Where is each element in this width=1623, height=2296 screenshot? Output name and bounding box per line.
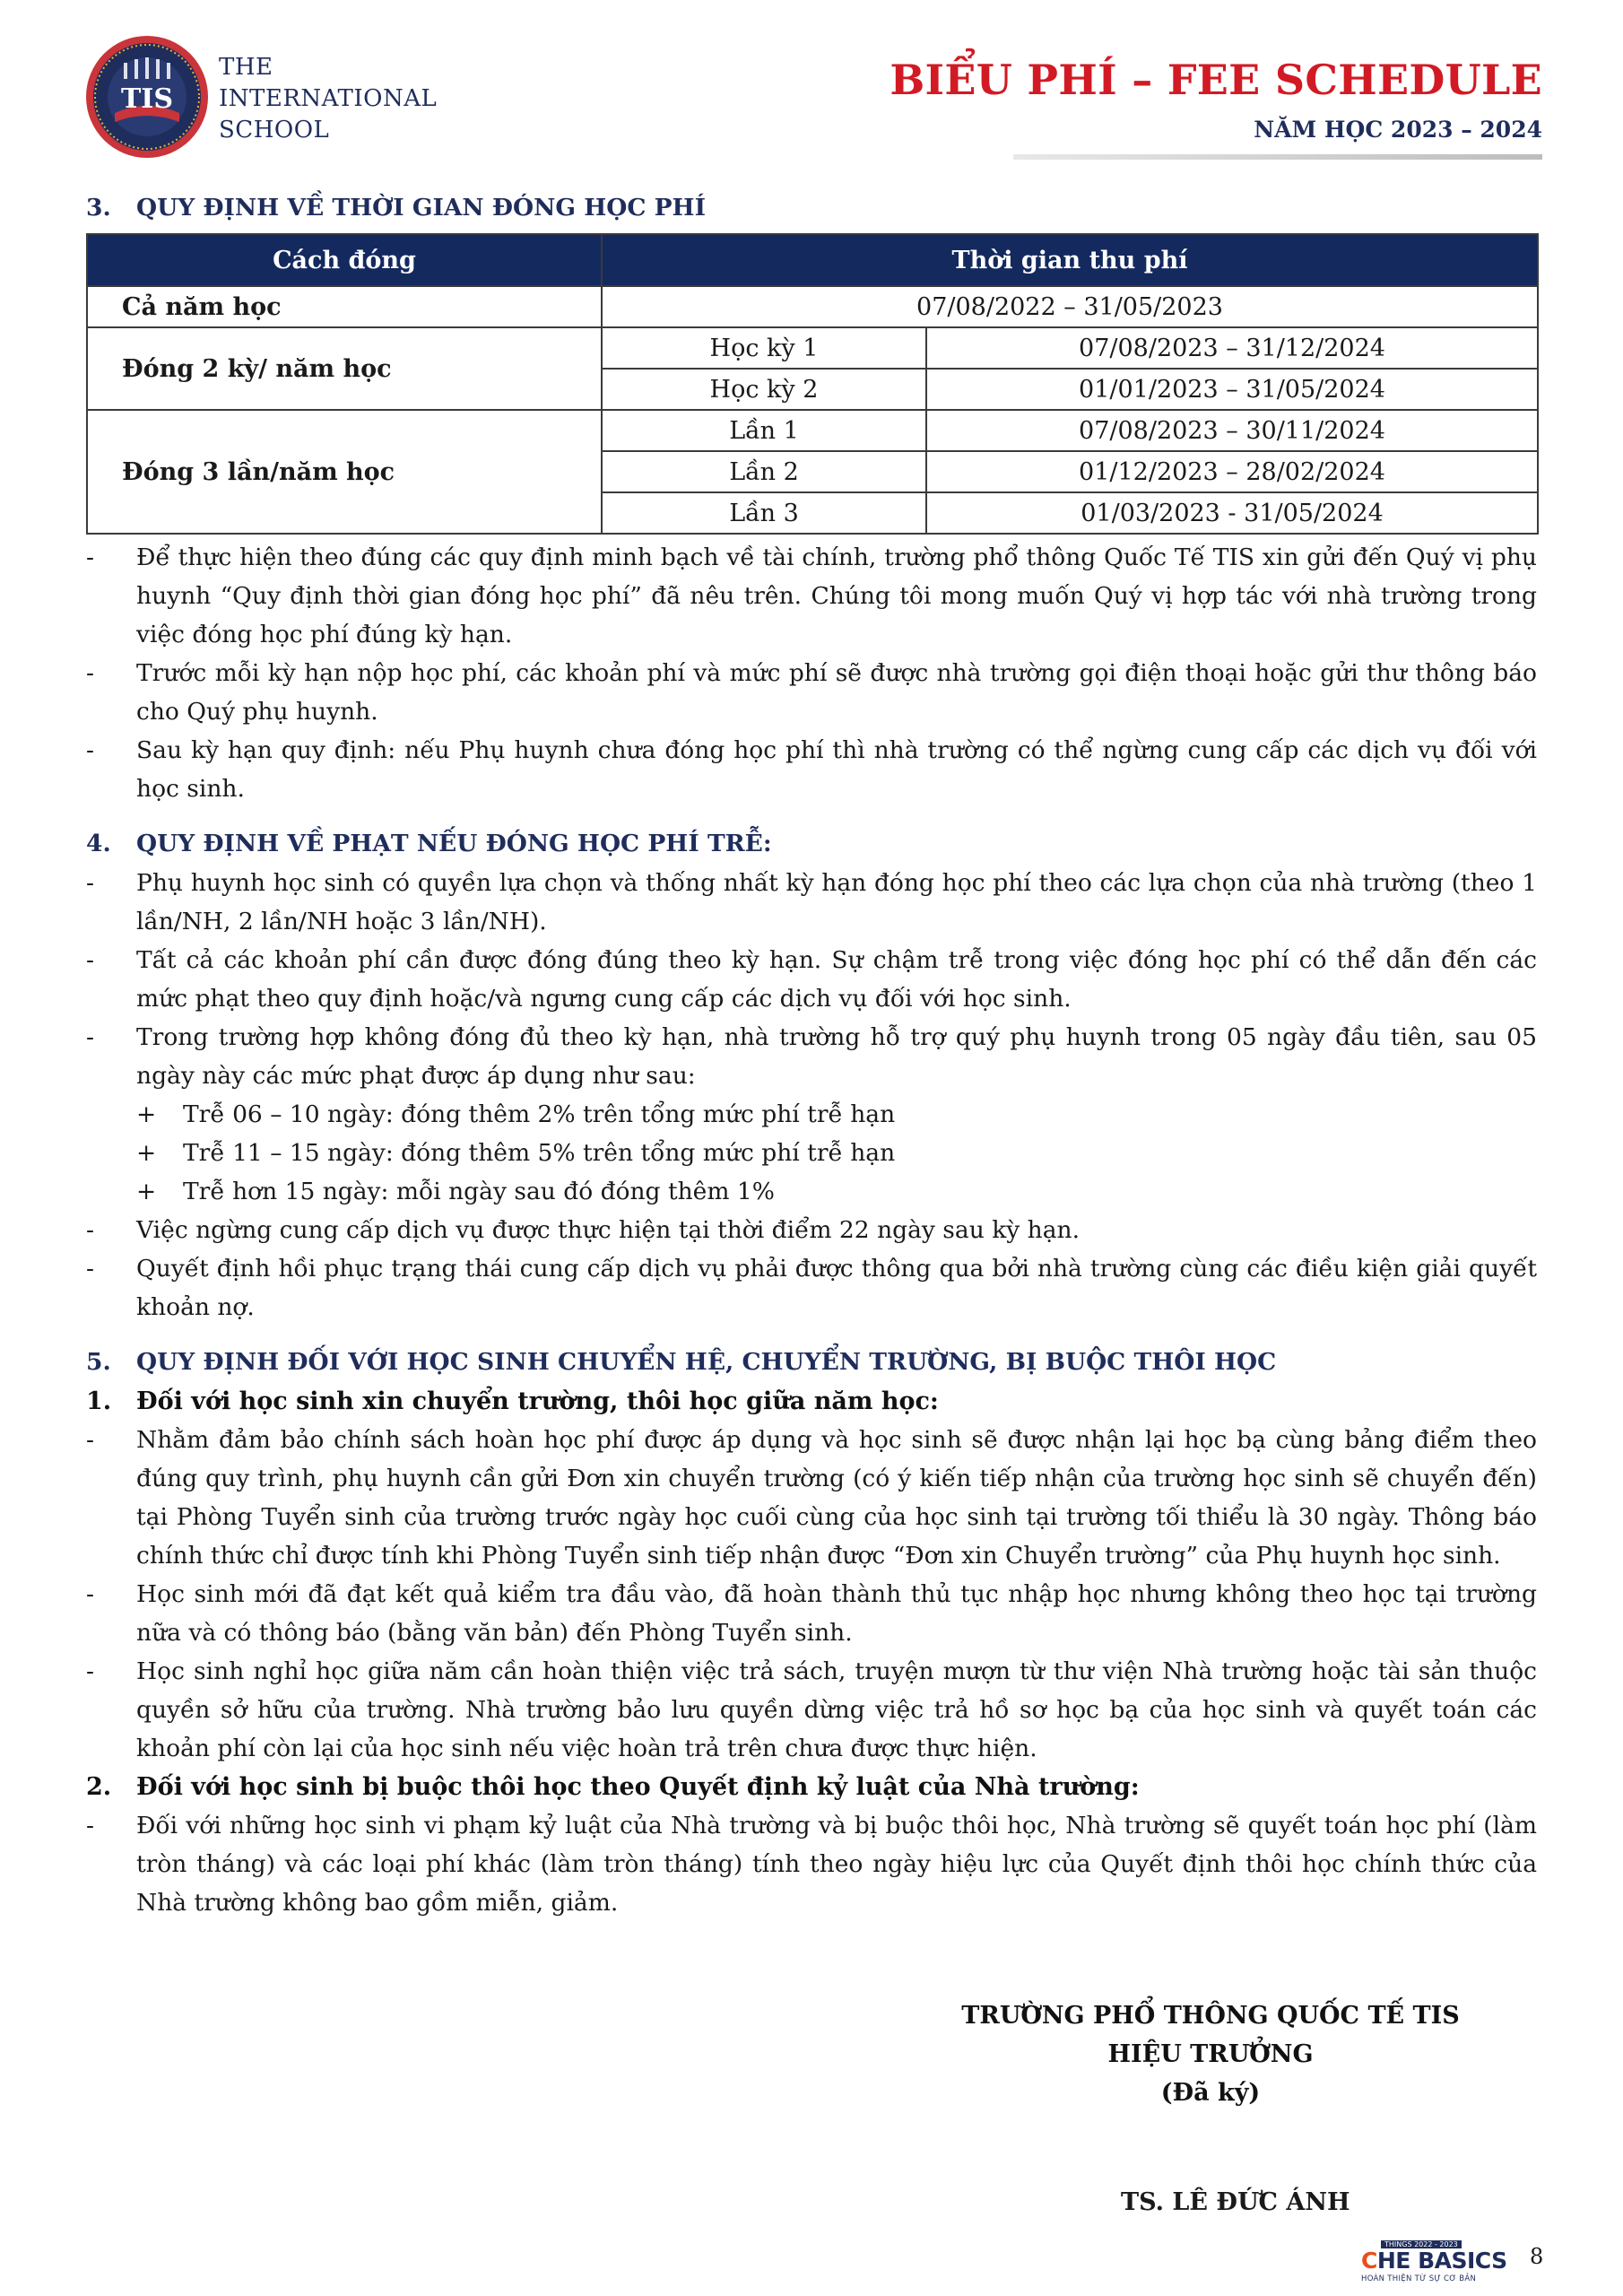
- subsection-number: 2.: [86, 1773, 112, 1801]
- term-cell: Lần 3: [602, 492, 926, 534]
- section-3-heading: [86, 188, 1537, 228]
- bullet-mark: -: [86, 1426, 94, 1454]
- signer-name: TS. LÊ ĐỨC ÁNH: [1121, 2188, 1350, 2216]
- bullet-mark: -: [86, 1657, 94, 1685]
- penalty-list: [86, 1095, 1537, 1211]
- list-item: [86, 654, 1537, 731]
- list-item-text: Phụ huynh học sinh có quyền lựa chọn và thống nhất kỳ hạn đóng học phí theo các lựa chọn của nhà trường (theo 1 lần/NH, 2 lần/NH hoặc 3 lần/NH).: [136, 869, 1537, 935]
- period-cell: 07/08/2022 – 31/05/2023: [602, 286, 1538, 327]
- section-number: 5.: [86, 1348, 111, 1376]
- list-item: [86, 864, 1537, 941]
- section-4-rules-cont: [86, 1211, 1537, 1326]
- section-title: QUY ĐỊNH VỀ PHẠT NẾU ĐÓNG HỌC PHÍ TRỄ:: [136, 830, 772, 857]
- footer-logo-word: HE BASICS: [1376, 2248, 1507, 2274]
- penalty-text: Trễ hơn 15 ngày: mỗi ngày sau đó đóng thêm 1%: [183, 1178, 775, 1205]
- footer-logo-badge: THINGS 2022 - 2023: [1381, 2240, 1462, 2248]
- plus-mark: +: [136, 1178, 157, 1205]
- period-cell: 07/08/2023 – 31/12/2024: [926, 327, 1538, 369]
- page-number: 8: [1530, 2244, 1544, 2269]
- list-item-text: Sau kỳ hạn quy định: nếu Phụ huynh chưa đóng học phí thì nhà trường có thể ngừng cung cấp các dịch vụ đối với học sinh.: [136, 736, 1537, 803]
- list-item: [86, 1211, 1537, 1249]
- penalty-text: Trễ 11 – 15 ngày: đóng thêm 5% trên tổng mức phí trễ hạn: [183, 1139, 896, 1167]
- svg-text:TIS: TIS: [120, 83, 174, 115]
- list-item: [86, 1652, 1537, 1768]
- method-cell: Đóng 2 kỳ/ năm học: [87, 327, 602, 410]
- period-cell: 01/03/2023 - 31/05/2024: [926, 492, 1538, 534]
- list-item-text: Nhằm đảm bảo chính sách hoàn học phí được áp dụng và học sinh sẽ được nhận lại học bạ cùng bảng điểm theo đúng quy trình, phụ huynh cần gửi Đơn xin chuyển trường (có ý kiến tiếp nhận của trường học sinh sẽ chuyển đến) tại Phòng Tuyển sinh của trường trước ngày học cuối cùng của học sinh tại trường tối thiểu là 30 ngày. Thông báo chính thức chỉ được tính khi Phòng Tuyển sinh tiếp nhận được “Đơn xin Chuyển trường” của Phụ huynh học sinh.: [136, 1426, 1537, 1570]
- bullet-mark: -: [86, 659, 94, 687]
- subsection-1-heading: [86, 1382, 1537, 1421]
- list-item: [86, 538, 1537, 654]
- list-item: [86, 1806, 1537, 1922]
- footer-logo-tagline: HOÀN THIỆN TỪ SỰ CƠ BẢN: [1361, 2274, 1477, 2283]
- school-name-line: SCHOOL: [219, 117, 330, 144]
- penalty-text: Trễ 06 – 10 ngày: đóng thêm 2% trên tổng mức phí trễ hạn: [183, 1100, 896, 1128]
- bullet-mark: -: [86, 1216, 94, 1244]
- section-number: 3.: [86, 194, 111, 222]
- list-item: [86, 1018, 1537, 1095]
- school-year: NĂM HỌC 2023 – 2024: [1254, 117, 1542, 143]
- column-header-period: Thời gian thu phí: [602, 234, 1538, 286]
- footer-logo-initial: C: [1361, 2248, 1377, 2274]
- signature-org: TRƯỜNG PHỔ THÔNG QUỐC TẾ TIS: [961, 2002, 1460, 2030]
- period-cell: 01/12/2023 – 28/02/2024: [926, 451, 1538, 492]
- period-cell: 01/01/2023 – 31/05/2024: [926, 369, 1538, 410]
- section-title: QUY ĐỊNH VỀ THỜI GIAN ĐÓNG HỌC PHÍ: [136, 194, 706, 222]
- penalty-item: [86, 1172, 1537, 1211]
- list-item: [86, 941, 1537, 1018]
- subsection-number: 1.: [86, 1387, 112, 1415]
- list-item-text: Học sinh nghỉ học giữa năm cần hoàn thiện việc trả sách, truyện mượn từ thư viện Nhà trường hoặc tài sản thuộc quyền sở hữu của trường. Nhà trường bảo lưu quyền dừng việc trả hồ sơ học bạ của học sinh và quyết toán các khoản phí còn lại của học sinh nếu việc hoàn trả trên chưa được thực hiện.: [136, 1657, 1537, 1762]
- section-3-notes: [86, 538, 1537, 808]
- section-4-rules: [86, 864, 1537, 1095]
- plus-mark: +: [136, 1139, 157, 1167]
- bullet-mark: -: [86, 1023, 94, 1051]
- signature-block: [897, 1996, 1524, 2112]
- list-item-text: Để thực hiện theo đúng các quy định minh bạch về tài chính, trường phổ thông Quốc Tế TIS xin gửi đến Quý vị phụ huynh “Quy định thời gian đóng học phí” đã nêu trên. Chúng tôi mong muốn Quý vị hợp tác với nhà trường trong việc đóng học phí đúng kỳ hạn.: [136, 544, 1537, 648]
- subsection-2-rules: [86, 1806, 1537, 1922]
- school-seal-icon: [84, 34, 210, 160]
- document-body: [86, 188, 1537, 1922]
- term-cell: Lần 2: [602, 451, 926, 492]
- table-row: [87, 410, 1538, 451]
- section-4-heading: [86, 824, 1537, 864]
- list-item-text: Tất cả các khoản phí cần được đóng đúng theo kỳ hạn. Sự chậm trễ trong việc đóng học phí có thể dẫn đến các mức phạt theo quy định hoặc/và ngưng cung cấp các dịch vụ đối với học sinh.: [136, 946, 1537, 1013]
- table-header-row: [87, 234, 1538, 286]
- list-item-text: Trong trường hợp không đóng đủ theo kỳ hạn, nhà trường hỗ trợ quý phụ huynh trong 05 ngày đầu tiên, sau 05 ngày này các mức phạt được áp dụng như sau:: [136, 1023, 1537, 1090]
- list-item-text: Việc ngừng cung cấp dịch vụ được thực hiện tại thời điểm 22 ngày sau kỳ hạn.: [136, 1216, 1081, 1244]
- period-cell: 07/08/2023 – 30/11/2024: [926, 410, 1538, 451]
- table-row: [87, 327, 1538, 369]
- method-cell: Cả năm học: [87, 286, 602, 327]
- school-name-line: INTERNATIONAL: [219, 85, 438, 112]
- signature-role: HIỆU TRƯỞNG: [1107, 2040, 1314, 2068]
- list-item-text: Quyết định hồi phục trạng thái cung cấp dịch vụ phải được thông qua bởi nhà trường cùng các điều kiện giải quyết khoản nợ.: [136, 1255, 1537, 1321]
- penalty-item: [86, 1134, 1537, 1172]
- the-basics-logo: [1361, 2240, 1514, 2283]
- section-5-heading: [86, 1343, 1537, 1382]
- bullet-mark: -: [86, 946, 94, 974]
- penalty-item: [86, 1095, 1537, 1134]
- term-cell: Học kỳ 2: [602, 369, 926, 410]
- bullet-mark: -: [86, 1812, 94, 1839]
- subsection-1-rules: [86, 1421, 1537, 1768]
- school-logo: [84, 34, 443, 169]
- column-header-method: Cách đóng: [87, 234, 602, 286]
- list-item: [86, 1421, 1537, 1575]
- bullet-mark: -: [86, 1255, 94, 1283]
- list-item-text: Đối với những học sinh vi phạm kỷ luật của Nhà trường và bị buộc thôi học, Nhà trường sẽ quyết toán học phí (làm tròn tháng) và các loại phí khác (làm tròn tháng) tính theo ngày hiệu lực của Quyết định thôi học chính thức của Nhà trường không bao gồm miễn, giảm.: [136, 1812, 1537, 1917]
- payment-schedule-table: [86, 233, 1539, 535]
- signature-status: (Đã ký): [1160, 2079, 1261, 2107]
- method-cell: Đóng 3 lần/năm học: [87, 410, 602, 534]
- list-item-text: Trước mỗi kỳ hạn nộp học phí, các khoản phí và mức phí sẽ được nhà trường gọi điện thoại hoặc gửi thư thông báo cho Quý phụ huynh.: [136, 659, 1537, 726]
- table-row: [87, 286, 1538, 327]
- bullet-mark: -: [86, 736, 94, 764]
- school-name-line: THE: [219, 54, 273, 81]
- bullet-mark: -: [86, 544, 94, 571]
- list-item: [86, 1575, 1537, 1652]
- bullet-mark: -: [86, 869, 94, 897]
- section-title: QUY ĐỊNH ĐỐI VỚI HỌC SINH CHUYỂN HỆ, CHUYỂN TRƯỜNG, BỊ BUỘC THÔI HỌC: [136, 1348, 1277, 1376]
- school-name: [219, 52, 437, 146]
- subsection-title: Đối với học sinh xin chuyển trường, thôi học giữa năm học:: [136, 1387, 939, 1415]
- list-item: [86, 1249, 1537, 1326]
- subsection-2-heading: [86, 1768, 1537, 1806]
- term-cell: Lần 1: [602, 410, 926, 451]
- footer-logo-wordmark: [1361, 2248, 1507, 2274]
- list-item-text: Học sinh mới đã đạt kết quả kiểm tra đầu vào, đã hoàn thành thủ tục nhập học nhưng không theo học tại trường nữa và có thông báo (bằng văn bản) đến Phòng Tuyển sinh.: [136, 1580, 1537, 1647]
- subsection-title: Đối với học sinh bị buộc thôi học theo Quyết định kỷ luật của Nhà trường:: [136, 1773, 1140, 1801]
- plus-mark: +: [136, 1100, 157, 1128]
- header-divider: [1013, 154, 1542, 160]
- list-item: [86, 731, 1537, 808]
- term-cell: Học kỳ 1: [602, 327, 926, 369]
- bullet-mark: -: [86, 1580, 94, 1608]
- section-number: 4.: [86, 830, 111, 857]
- document-title: BIỂU PHÍ – FEE SCHEDULE: [890, 56, 1542, 104]
